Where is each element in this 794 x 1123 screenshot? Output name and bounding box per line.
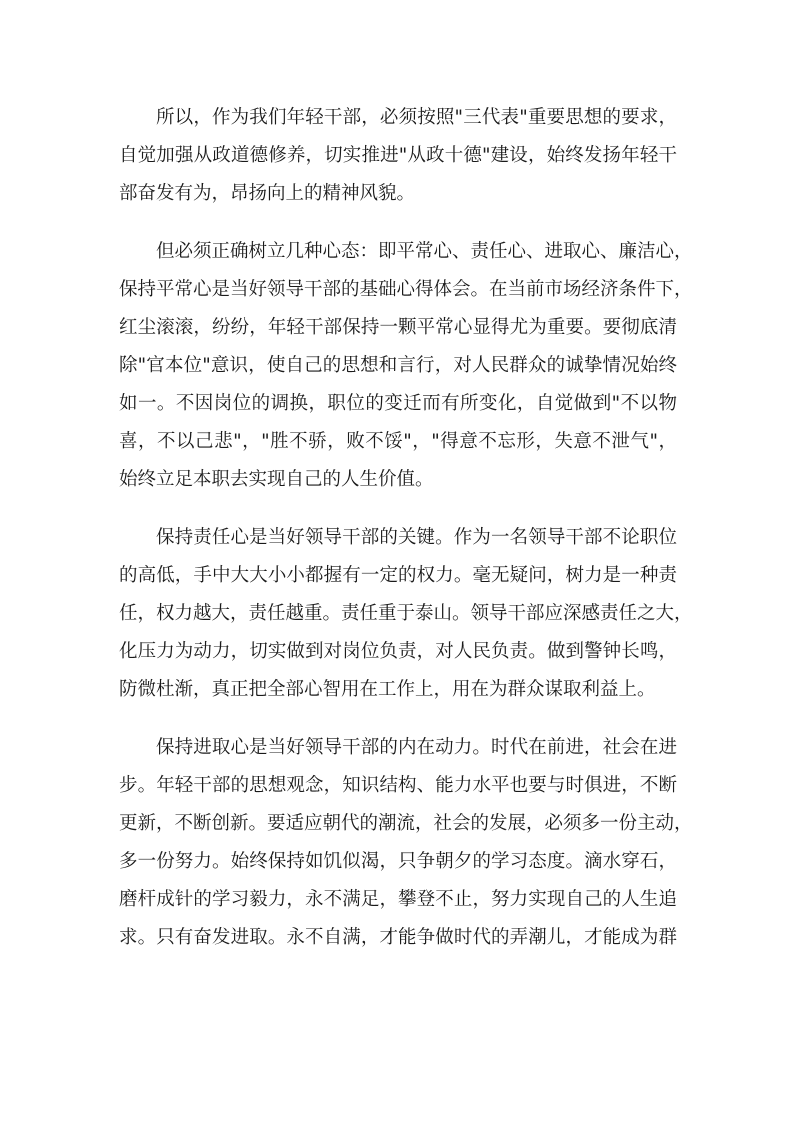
text-line: 保持进取心是当好领导干部的内在动力。时代在前进，社会在进	[156, 737, 677, 758]
text-line: 更新，不断创新。要适应朝代的潮流，社会的发展，必须多一份主动，	[119, 813, 693, 834]
text-line: 所以，作为我们年轻干部，必须按照"三代表"重要思想的要求，	[156, 107, 677, 128]
text-line: 始终立足本职去实现自己的人生价值。	[119, 469, 434, 490]
text-line: 自觉加强从政道德修养，切实推进"从政十德"建设，始终发扬年轻干	[119, 145, 677, 166]
text-line: 磨杆成针的学习毅力，永不满足，攀登不止，努力实现自己的人生追	[119, 889, 677, 910]
text-line: 但必须正确树立几种心态：即平常心、责任心、进取心、廉洁心，	[156, 241, 693, 262]
text-line: 防微杜渐，真正把全部心智用在工作上，用在为群众谋取利益上。	[119, 679, 656, 700]
text-line: 的高低，手中大大小小都握有一定的权力。毫无疑问，树力是一种责	[119, 565, 677, 586]
body-text	[119, 99, 693, 977]
paragraph-1	[119, 99, 677, 213]
text-line: 除"官本位"意识，使自己的思想和言行，对人民群众的诚挚情况始终	[119, 355, 677, 376]
text-line: 部奋发有为，昂扬向上的精神风貌。	[119, 183, 416, 204]
text-line: 多一份努力。始终保持如饥似渴，只争朝夕的学习态度。滴水穿石，	[119, 851, 677, 872]
text-line: 如一。不因岗位的调换，职位的变迁而有所变化，自觉做到"不以物	[119, 393, 677, 414]
paragraph-3	[119, 519, 693, 709]
text-line: 红尘滚滚，纷纷，年轻干部保持一颗平常心显得尤为重要。要彻底清	[119, 317, 677, 338]
text-line: 任，权力越大，责任越重。责任重于泰山。领导干部应深感责任之大，	[119, 603, 693, 624]
text-line: 保持责任心是当好领导干部的关键。作为一名领导干部不论职位	[156, 527, 677, 548]
paragraph-4	[119, 729, 693, 957]
text-line: 喜，不以己悲"，"胜不骄，败不馁"，"得意不忘形，失意不泄气"，	[119, 431, 677, 452]
text-line: 求。只有奋发进取。永不自满，才能争做时代的弄潮儿，才能成为群	[119, 927, 677, 948]
text-line: 保持平常心是当好领导干部的基础心得体会。在当前市场经济条件下，	[119, 279, 693, 300]
paragraph-2	[119, 233, 693, 499]
text-line: 化压力为动力，切实做到对岗位负责，对人民负责。做到警钟长鸣，	[119, 641, 677, 662]
text-line: 步。年轻干部的思想观念，知识结构、能力水平也要与时俱进，不断	[119, 775, 677, 796]
